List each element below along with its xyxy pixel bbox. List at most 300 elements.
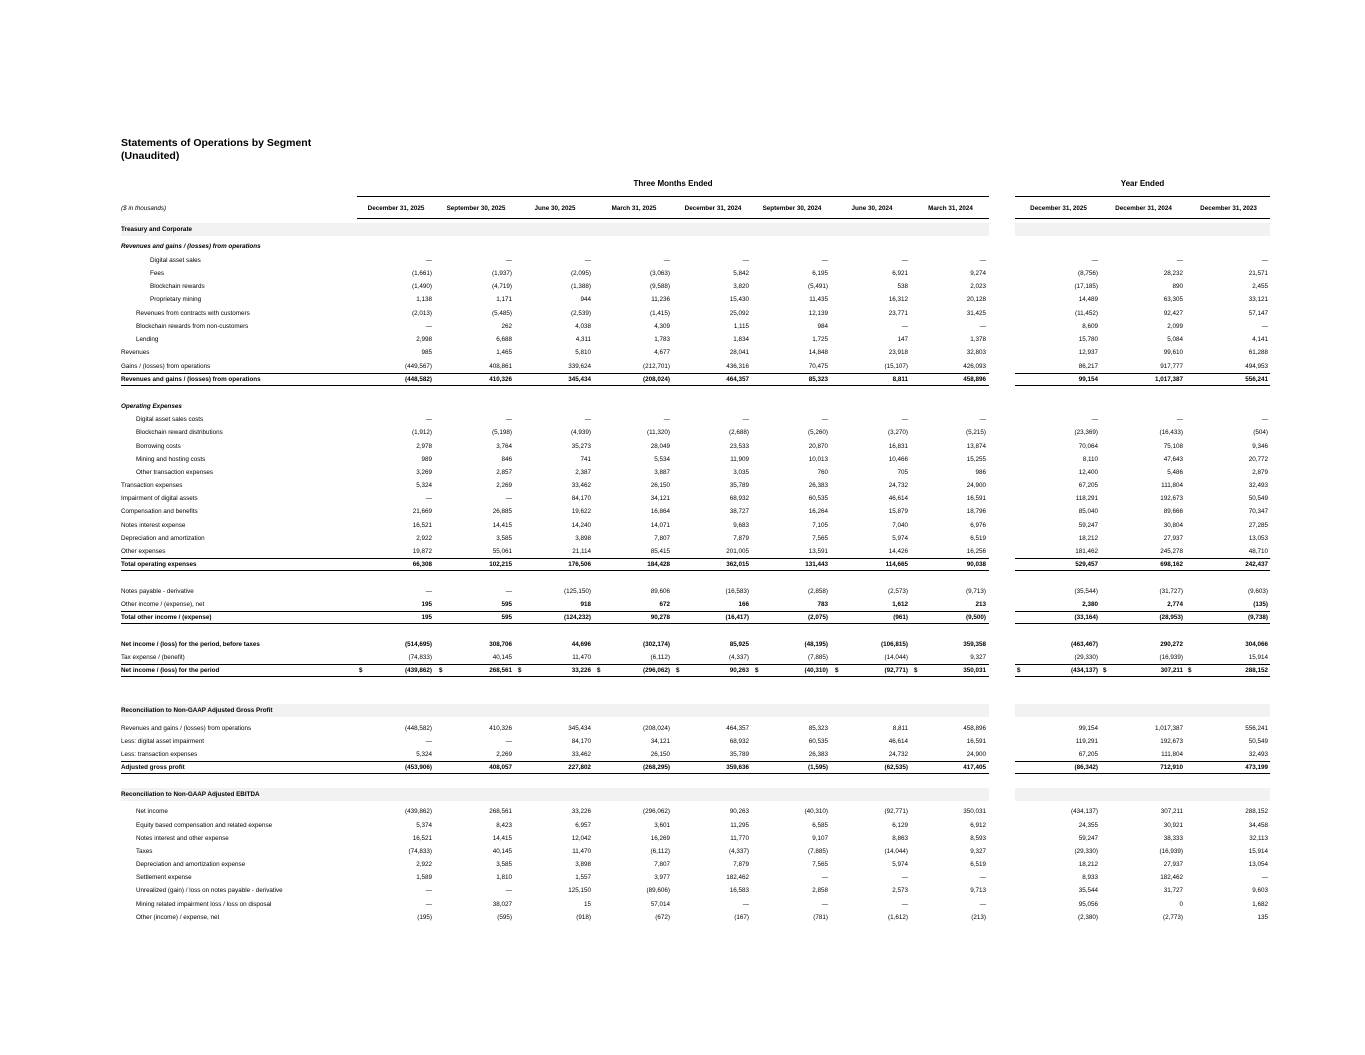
cell-value: (448,582) (405, 725, 432, 732)
cell-value: 9,683 (733, 522, 749, 529)
cell-value: — (979, 323, 986, 330)
cell-value: 16,269 (650, 835, 670, 842)
cell-value: (48,195) (804, 641, 828, 648)
cell-value: 92,427 (1163, 310, 1183, 317)
cell-value: 359,358 (963, 641, 986, 648)
cell-value: 1,465 (496, 349, 512, 356)
cell-value: 111,804 (1161, 751, 1183, 758)
cell-value: 10,013 (808, 456, 828, 463)
section-band-annual (1015, 223, 1270, 236)
cell-value: 6,519 (970, 861, 986, 868)
cell-value: 85,925 (729, 641, 749, 648)
row-label-notes-payable-derivative: Notes payable - derivative (121, 588, 194, 595)
row-label-borrowing-costs: Borrowing costs (136, 443, 181, 450)
page-title: Statements of Operations by Segment (121, 137, 312, 149)
cell-value: — (901, 257, 908, 264)
cell-value: 350,031 (963, 808, 986, 815)
cell-value: 30,921 (1163, 822, 1183, 829)
cell-value: (14,044) (884, 654, 908, 661)
cell-value: (2,573) (888, 588, 908, 595)
cell-value: 99,154 (1078, 376, 1098, 383)
total-rule-top (121, 373, 989, 374)
cell-value: 23,771 (888, 310, 908, 317)
cell-value: — (979, 257, 986, 264)
cell-value: 0 (1179, 901, 1183, 908)
cell-value: (31,727) (1159, 588, 1183, 595)
cell-value: 32,493 (1248, 751, 1268, 758)
cell-value: 70,475 (808, 363, 828, 370)
cell-value: 362,015 (726, 561, 749, 568)
cell-value: 8,811 (892, 376, 908, 383)
cell-value: 38,727 (729, 508, 749, 515)
cell-value: 6,688 (496, 336, 512, 343)
cell-value: 3,764 (496, 443, 512, 450)
cell-value: 3,585 (496, 535, 512, 542)
total-rule-bottom (121, 385, 989, 386)
cell-value: 70,347 (1248, 508, 1268, 515)
cell-value: 24,355 (1078, 822, 1098, 829)
cell-value: (17,185) (1074, 283, 1098, 290)
row-label-proprietary-mining: Proprietary mining (150, 296, 202, 303)
cell-value: 8,933 (1082, 874, 1098, 881)
cell-value: — (505, 416, 512, 423)
cell-value: 458,896 (963, 725, 986, 732)
cell-value: (167) (734, 914, 749, 921)
cell-value: 24,900 (966, 482, 986, 489)
cell-value: 10,466 (888, 456, 908, 463)
cell-value: 21,669 (412, 508, 432, 515)
cell-value: 23,918 (888, 349, 908, 356)
cell-value: 47,643 (1163, 456, 1183, 463)
cell-value: 242,437 (1245, 561, 1268, 568)
cell-value: 12,937 (1078, 349, 1098, 356)
cell-value: 67,205 (1078, 482, 1098, 489)
cell-value: 89,666 (1163, 508, 1183, 515)
cell-value: 11,295 (730, 822, 749, 829)
cell-value: — (901, 323, 908, 330)
cell-value: 20,870 (808, 443, 828, 450)
cell-value: 192,673 (1160, 495, 1183, 502)
cell-value: 1,725 (812, 336, 828, 343)
cell-value: 5,324 (416, 482, 432, 489)
cell-value: 307,211 (1160, 667, 1183, 674)
total-rule-bottom (121, 623, 989, 624)
cell-value: 5,810 (575, 349, 591, 356)
currency-symbol: $ (835, 667, 839, 674)
cell-value: 3,898 (575, 535, 591, 542)
cell-value: 35,544 (1078, 887, 1098, 894)
currency-symbol: $ (755, 667, 759, 674)
cell-value: 473,199 (1245, 764, 1268, 771)
cell-value: — (425, 887, 432, 894)
cell-value: — (425, 416, 432, 423)
cell-value: 11,236 (651, 296, 670, 303)
cell-value: (16,433) (1159, 429, 1183, 436)
total-rule-top (121, 664, 989, 665)
cell-value: (9,588) (650, 283, 670, 290)
cell-value: 16,312 (888, 296, 908, 303)
row-label-net-income-loss-for-the-period-before-taxes: Net income / (loss) for the period, before taxes (121, 641, 260, 648)
cell-value: (92,771) (884, 667, 908, 674)
column-header: December 31, 2024 (684, 205, 742, 212)
total-rule-bottom-annual (1015, 385, 1270, 386)
cell-value: 86,217 (1078, 363, 1098, 370)
cell-value: 131,443 (805, 561, 828, 568)
cell-value: 59,247 (1078, 522, 1098, 529)
column-header-rule-annual (1015, 218, 1270, 219)
cell-value: 7,040 (892, 522, 908, 529)
cell-value: 2,857 (496, 469, 512, 476)
cell-value: — (742, 416, 749, 423)
cell-value: 7,807 (654, 861, 670, 868)
cell-value: (961) (893, 614, 908, 621)
cell-value: (9,738) (1248, 614, 1268, 621)
cell-value: 918 (580, 601, 591, 608)
row-label-revenues-from-contracts-with-customers: Revenues from contracts with customers (136, 310, 250, 317)
page-subtitle: (Unaudited) (121, 150, 180, 162)
row-label-revenues-and-gains-losses-from-operations: Revenues and gains / (losses) from operations (121, 725, 252, 732)
cell-value: 18,212 (1078, 535, 1098, 542)
cell-value: 3,601 (654, 822, 670, 829)
cell-value: — (425, 738, 432, 745)
cell-value: (4,337) (729, 848, 749, 855)
cell-value: 34,121 (650, 495, 670, 502)
cell-value: 4,677 (654, 349, 670, 356)
cell-value: 24,732 (888, 482, 908, 489)
total-rule-bottom (121, 676, 989, 677)
row-label-settlement-expense: Settlement expense (136, 874, 192, 881)
cell-value: — (505, 738, 512, 745)
cell-value: 40,145 (492, 654, 512, 661)
cell-value: (2,013) (412, 310, 432, 317)
column-header: December 31, 2025 (367, 205, 425, 212)
group-rule-annual (1015, 196, 1270, 197)
cell-value: 308,706 (489, 641, 512, 648)
cell-value: 25,092 (729, 310, 749, 317)
cell-value: 166 (738, 601, 749, 608)
cell-value: (4,337) (729, 654, 749, 661)
column-header: December 31, 2024 (1115, 205, 1172, 212)
cell-value: 28,232 (1163, 270, 1183, 277)
cell-value: — (425, 495, 432, 502)
row-label-treasury-and-corporate: Treasury and Corporate (121, 226, 193, 233)
cell-value: 34,458 (1248, 822, 1268, 829)
cell-value: (15,107) (884, 363, 908, 370)
row-label-impairment-of-digital-assets: Impairment of digital assets (121, 495, 198, 502)
cell-value: 986 (975, 469, 986, 476)
cell-value: 19,622 (571, 508, 591, 515)
cell-value: 85,040 (1078, 508, 1098, 515)
cell-value: 1,682 (1252, 901, 1268, 908)
cell-value: (434,137) (1071, 667, 1098, 674)
total-rule-bottom (121, 773, 989, 774)
cell-value: 182,462 (1160, 874, 1183, 881)
cell-value: 1,171 (496, 296, 512, 303)
cell-value: 28,041 (729, 349, 749, 356)
cell-value: — (505, 257, 512, 264)
cell-value: 18,796 (966, 508, 986, 515)
cell-value: 2,922 (416, 535, 432, 542)
cell-value: 529,457 (1075, 561, 1098, 568)
cell-value: 426,093 (963, 363, 986, 370)
cell-value: 698,162 (1160, 561, 1183, 568)
cell-value: — (901, 901, 908, 908)
cell-value: (2,539) (571, 310, 591, 317)
cell-value: 6,129 (892, 822, 908, 829)
row-label-compensation-and-benefits: Compensation and benefits (121, 508, 198, 515)
cell-value: 760 (817, 469, 828, 476)
cell-value: — (821, 874, 828, 881)
cell-value: 890 (1172, 283, 1183, 290)
cell-value: (208,024) (643, 725, 670, 732)
row-label-taxes: Taxes (136, 848, 153, 855)
cell-value: 944 (580, 296, 591, 303)
cell-value: (29,330) (1074, 848, 1098, 855)
cell-value: 16,591 (966, 495, 986, 502)
cell-value: 5,486 (1167, 469, 1183, 476)
cell-value: (208,024) (643, 376, 670, 383)
cell-value: 111,804 (1161, 482, 1183, 489)
cell-value: 3,035 (733, 469, 749, 476)
cell-value: 8,593 (970, 835, 986, 842)
cell-value: (212,701) (643, 363, 670, 370)
row-label-equity-based-compensation-and-related-expense: Equity based compensation and related expense (136, 822, 273, 829)
cell-value: 595 (501, 601, 512, 608)
cell-value: 33,462 (571, 482, 591, 489)
cell-value: 783 (817, 601, 828, 608)
row-label-digital-asset-sales: Digital asset sales (150, 257, 201, 264)
cell-value: 57,014 (650, 901, 670, 908)
cell-value: 95,056 (1078, 901, 1098, 908)
cell-value: 114,665 (885, 561, 908, 568)
cell-value: 176,506 (568, 561, 591, 568)
cell-value: 556,241 (1245, 725, 1268, 732)
cell-value: 3,820 (733, 283, 749, 290)
cell-value: 14,240 (571, 522, 591, 529)
currency-symbol: $ (518, 667, 522, 674)
cell-value: — (1261, 257, 1268, 264)
cell-value: 213 (975, 601, 986, 608)
cell-value: 44,696 (571, 641, 591, 648)
cell-value: 350,031 (963, 667, 986, 674)
cell-value: — (1091, 257, 1098, 264)
cell-value: 9,346 (1252, 443, 1268, 450)
cell-value: 16,583 (729, 887, 749, 894)
currency-symbol: $ (597, 667, 601, 674)
total-rule-top-annual (1015, 664, 1270, 665)
cell-value: (23,369) (1074, 429, 1098, 436)
cell-value: 8,863 (892, 835, 908, 842)
cell-value: — (821, 901, 828, 908)
cell-value: (5,260) (808, 429, 828, 436)
cell-value: 14,071 (650, 522, 670, 529)
cell-value: (1,415) (650, 310, 670, 317)
cell-value: (514,695) (405, 641, 432, 648)
cell-value: (434,137) (1071, 808, 1098, 815)
group-rule-quarterly (357, 196, 989, 197)
cell-value: 16,256 (966, 548, 986, 555)
cell-value: 14,489 (1078, 296, 1098, 303)
column-header: June 30, 2025 (534, 205, 576, 212)
cell-value: — (584, 257, 591, 264)
cell-value: 9,274 (970, 270, 986, 277)
cell-value: 135 (1257, 914, 1268, 921)
cell-value: 59,247 (1078, 835, 1098, 842)
cell-value: 304,066 (1245, 641, 1268, 648)
cell-value: 2,858 (812, 887, 828, 894)
cell-value: 28,049 (650, 443, 670, 450)
cell-value: (33,164) (1074, 614, 1098, 621)
cell-value: 288,152 (1245, 808, 1268, 815)
cell-value: 2,269 (496, 482, 512, 489)
total-rule-bottom-annual (1015, 676, 1270, 677)
cell-value: 345,434 (568, 376, 591, 383)
cell-value: (2,095) (571, 270, 591, 277)
cell-value: (11,320) (647, 429, 670, 436)
cell-value: (781) (813, 914, 828, 921)
cell-value: 24,900 (966, 751, 986, 758)
cell-value: 90,038 (966, 561, 986, 568)
cell-value: 6,957 (575, 822, 591, 829)
cell-value: 84,170 (571, 495, 591, 502)
cell-value: 2,099 (1167, 323, 1183, 330)
currency-symbol: $ (1017, 667, 1021, 674)
cell-value: 556,241 (1245, 376, 1268, 383)
cell-value: — (425, 588, 432, 595)
cell-value: 61,288 (1248, 349, 1268, 356)
cell-value: 7,565 (812, 535, 828, 542)
cell-value: 7,879 (733, 535, 749, 542)
cell-value: 16,521 (412, 835, 432, 842)
cell-value: — (821, 416, 828, 423)
row-label-revenues-and-gains-losses-from-operations: Revenues and gains / (losses) from operations (121, 376, 261, 383)
currency-symbol: $ (1103, 667, 1107, 674)
row-label-lending: Lending (136, 336, 159, 343)
cell-value: (29,330) (1074, 654, 1098, 661)
cell-value: 4,309 (654, 323, 670, 330)
cell-value: — (1176, 416, 1183, 423)
cell-value: 20,772 (1248, 456, 1268, 463)
row-label-notes-interest-and-other-expense: Notes interest and other expense (136, 835, 229, 842)
cell-value: 13,054 (1248, 861, 1268, 868)
cell-value: (448,582) (405, 376, 432, 383)
cell-value: 30,804 (1163, 522, 1183, 529)
row-label-operating-expenses: Operating Expenses (121, 403, 182, 410)
cell-value: 85,323 (808, 725, 828, 732)
cell-value: 290,272 (1160, 641, 1183, 648)
cell-value: 464,357 (726, 376, 749, 383)
cell-value: 705 (897, 469, 908, 476)
cell-value: 21,114 (572, 548, 591, 555)
cell-value: 48,710 (1248, 548, 1268, 555)
cell-value: 15,914 (1248, 654, 1268, 661)
cell-value: (9,713) (966, 588, 986, 595)
cell-value: 182,462 (726, 874, 749, 881)
row-label-tax-expense-benefit: Tax expense / (benefit) (121, 654, 185, 661)
cell-value: 15,879 (888, 508, 908, 515)
cell-value: (1,612) (888, 914, 908, 921)
total-rule-top (121, 761, 989, 762)
cell-value: (16,939) (1159, 654, 1183, 661)
cell-value: (1,490) (412, 283, 432, 290)
row-label-net-income-loss-for-the-period: Net income / (loss) for the period (121, 667, 220, 674)
cell-value: 1,557 (575, 874, 591, 881)
cell-value: 8,811 (892, 725, 908, 732)
cell-value: (1,388) (571, 283, 591, 290)
cell-value: 32,113 (1249, 835, 1268, 842)
cell-value: 9,327 (970, 848, 986, 855)
row-label-other-income-expense-net: Other income / (expense), net (121, 601, 205, 608)
cell-value: 1,138 (416, 296, 432, 303)
cell-value: (595) (497, 914, 512, 921)
cell-value: 85,323 (808, 376, 828, 383)
cell-value: 5,974 (892, 535, 908, 542)
cell-value: 4,141 (1252, 336, 1268, 343)
row-label-other-transaction-expenses: Other transaction expenses (136, 469, 214, 476)
cell-value: 70,064 (1078, 443, 1098, 450)
cell-value: (8,756) (1078, 270, 1098, 277)
cell-value: 989 (421, 456, 432, 463)
cell-value: 2,998 (416, 336, 432, 343)
cell-value: (2,380) (1078, 914, 1098, 921)
cell-value: 33,226 (571, 667, 591, 674)
row-label-blockchain-reward-distributions: Blockchain reward distributions (136, 429, 223, 436)
cell-value: — (663, 257, 670, 264)
cell-value: (4,719) (492, 283, 512, 290)
cell-value: 50,549 (1248, 495, 1268, 502)
cell-value: 26,150 (650, 751, 670, 758)
cell-value: (672) (655, 914, 670, 921)
cell-value: — (1091, 416, 1098, 423)
cell-value: 27,285 (1248, 522, 1268, 529)
cell-value: 14,426 (888, 548, 908, 555)
cell-value: 20,128 (966, 296, 986, 303)
cell-value: 26,150 (650, 482, 670, 489)
cell-value: 16,264 (808, 508, 828, 515)
cell-value: 11,470 (572, 654, 591, 661)
cell-value: (14,044) (884, 848, 908, 855)
cell-value: 55,061 (492, 548, 512, 555)
cell-value: (74,833) (408, 654, 432, 661)
cell-value: (86,342) (1074, 764, 1098, 771)
cell-value: 31,727 (1163, 887, 1183, 894)
cell-value: 119,291 (1075, 738, 1098, 745)
cell-value: 1,115 (733, 323, 749, 330)
cell-value: 2,978 (416, 443, 432, 450)
cell-value: (35,544) (1074, 588, 1098, 595)
cell-value: — (901, 416, 908, 423)
cell-value: 1,810 (496, 874, 512, 881)
cell-value: (195) (417, 914, 432, 921)
cell-value: 125,150 (568, 887, 591, 894)
cell-value: 227,802 (568, 764, 591, 771)
cell-value: (463,467) (1071, 641, 1098, 648)
cell-value: 184,428 (647, 561, 670, 568)
cell-value: 1,783 (654, 336, 670, 343)
group-header-quarterly: Three Months Ended (633, 179, 713, 188)
cell-value: 102,215 (489, 561, 512, 568)
row-label-mining-and-hosting-costs: Mining and hosting costs (136, 456, 206, 463)
cell-value: 32,803 (966, 349, 986, 356)
cell-value: 2,922 (416, 861, 432, 868)
cell-value: 1,834 (733, 336, 749, 343)
cell-value: 3,269 (416, 469, 432, 476)
cell-value: (40,310) (804, 808, 828, 815)
cell-value: 27,937 (1163, 535, 1183, 542)
cell-value: 262 (501, 323, 512, 330)
row-label-blockchain-rewards-from-non-customers: Blockchain rewards from non-customers (136, 323, 249, 330)
cell-value: (11,452) (1075, 310, 1098, 317)
